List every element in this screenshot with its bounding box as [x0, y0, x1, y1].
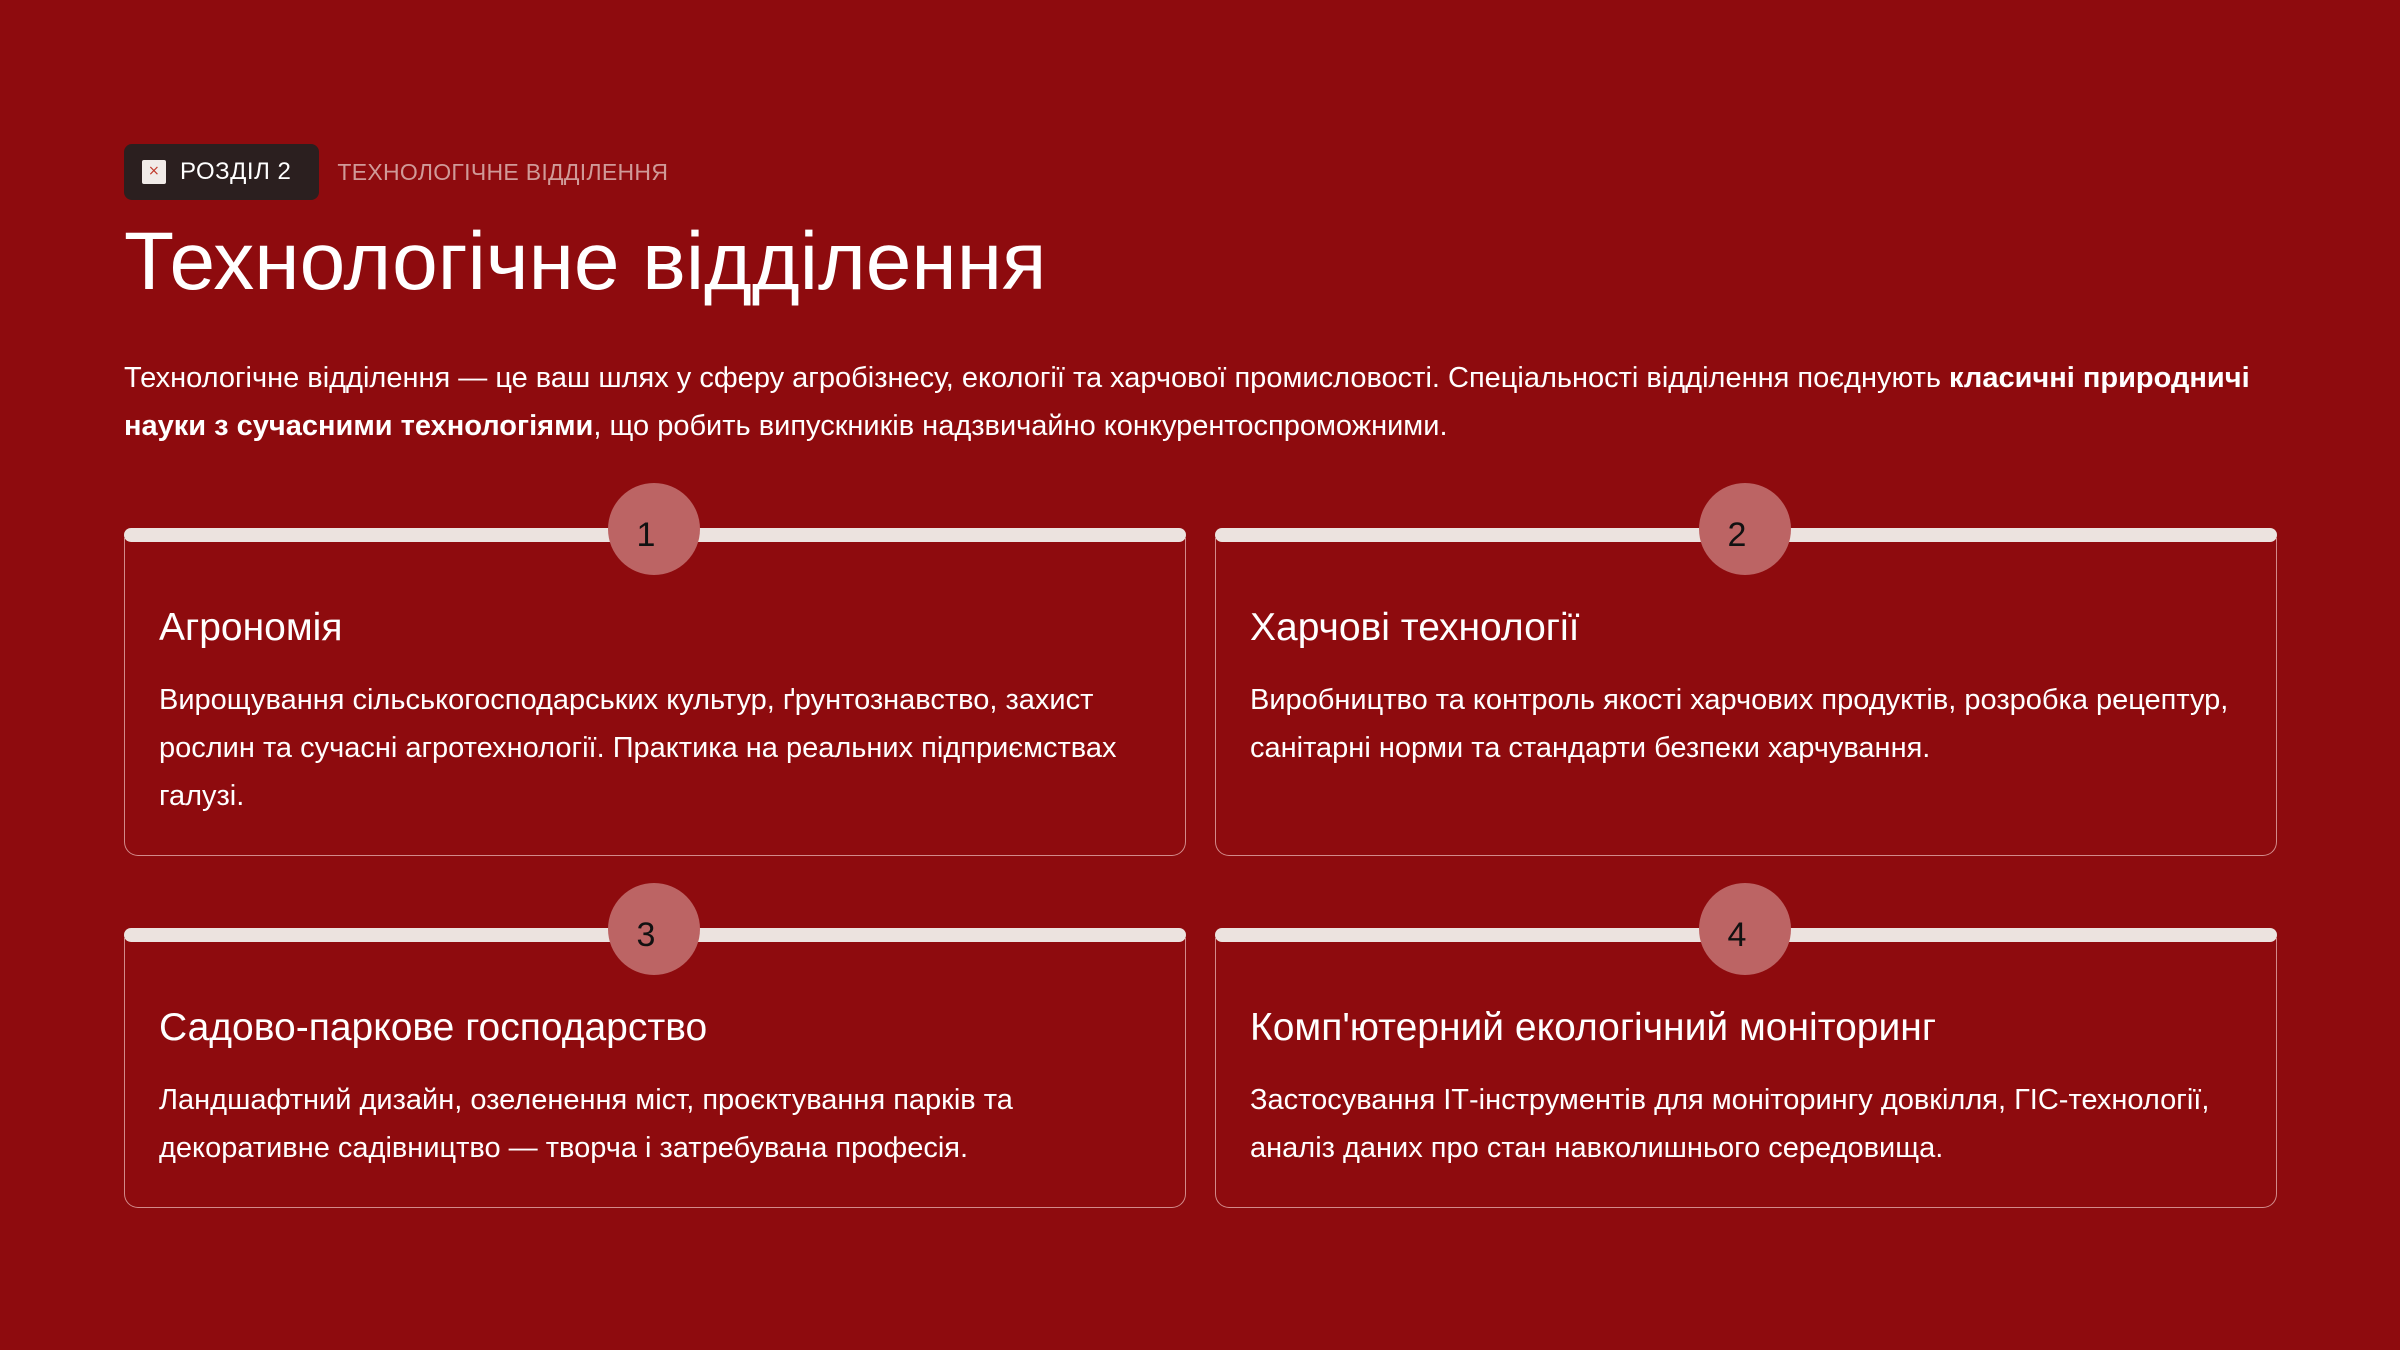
- card-title: Садово-паркове господарство: [159, 1006, 708, 1049]
- section-eyebrow-text: ТЕХНОЛОГІЧНЕ ВІДДІЛЕННЯ: [337, 158, 669, 185]
- intro-text-part1: Технологічне відділення — це ваш шлях у сферу агробізнесу, екології та харчової промисловості. Спеціальності відділення поєднують: [124, 362, 1950, 394]
- specialty-card-food-technologies: [1215, 516, 2277, 856]
- intro-paragraph: [124, 354, 2284, 450]
- card-description: Виробництво та контроль якості харчових продуктів, розробка рецептур, санітарні норми та стандарти безпеки харчування.: [1250, 684, 2229, 764]
- card-title: Агрономія: [159, 606, 343, 649]
- intro-text-part2: , що робить випускників надзвичайно конкурентоспроможними.: [593, 410, 1448, 442]
- specialty-card-landscape-gardening: [124, 916, 1186, 1208]
- broken-image-icon: [142, 160, 166, 184]
- specialty-card-agronomy: [124, 516, 1186, 856]
- card-number-badge: 4: [1699, 883, 1791, 975]
- section-badge-label: РОЗДІЛ 2: [180, 158, 292, 185]
- section-badge: [124, 144, 319, 200]
- card-description: Застосування ІТ-інструментів для моніторингу довкілля, ГІС-технології, аналіз даних про стан навколишнього середовища.: [1250, 1084, 2210, 1164]
- card-description: Ландшафтний дизайн, озеленення міст, проєктування парків та декоративне садівництво — творча і затребувана професія.: [159, 1084, 1013, 1164]
- intro-text-bold: класичні природничі науки з сучасними технологіями: [124, 362, 2250, 442]
- card-number-badge: 3: [608, 883, 700, 975]
- specialty-card-eco-monitoring: [1215, 916, 2277, 1208]
- card-title: Комп'ютерний екологічний моніторинг: [1250, 1006, 1937, 1049]
- card-title: Харчові технології: [1250, 606, 1580, 649]
- card-number-badge: 1: [608, 483, 700, 575]
- page-title: Технологічне відділення: [124, 216, 1047, 307]
- card-description: Вирощування сільськогосподарських культур, ґрунтознавство, захист рослин та сучасні агротехнології. Практика на реальних підприємствах галузі.: [159, 684, 1117, 812]
- section-eyebrow: [124, 144, 668, 200]
- card-number-badge: 2: [1699, 483, 1791, 575]
